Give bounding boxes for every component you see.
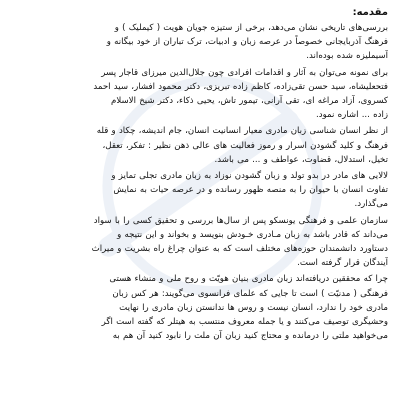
- text-line: فرهنگی ( مدنیّت ) است تا جایی که علمای فرانسوی می‌گویند: هر کس زبان: [112, 288, 388, 299]
- text-line: از نظر انسان شناسی زبان مادری معیار انسانیت انسان، جام اندیشه، چکاد و قله: [96, 126, 388, 137]
- text-line: می‌خواهید ملتی را درمانده و محتاج کنید زبان آن ملت را نابود کنید آن هم به: [112, 331, 388, 342]
- document-body: [14, 6, 388, 343]
- text-line: زاده ... اشاره نمود.: [316, 110, 388, 121]
- paragraph-3: [14, 124, 388, 167]
- text-line: لالایی های مادر در بدو تولد و زبان گشودن نوزاد به زبان مادری تجلی تمایز و: [111, 171, 388, 182]
- section-heading: مقدمه:: [352, 7, 388, 18]
- text-line: برای نمونه می‌توان به آثار و اقدامات افرادی چون جلال‌الدین میرزای قاجار پسر: [101, 67, 388, 78]
- text-line: چرا که محققین دریافته‌اند زبان مادری بنیان هویّت و روح ملی و منشاء هستی: [109, 274, 388, 285]
- paragraph-2: [14, 66, 388, 123]
- text-line: دستاورد دانشمندان حوزه‌های مختلف است که به عنوان چراغ راه بشریت و میراث: [91, 244, 388, 255]
- text-line: می‌داند که قادر باشد به زبان مـادری خـودش بنویسد و بخواند و این نتیجه و: [117, 229, 388, 240]
- text-line: می‌گذارد.: [354, 199, 388, 210]
- text-line: فرهنگ و کلید گشودن اسرار و رموز فعالیت های عالی ذهن نظیر : تفکر، تعقل،: [102, 140, 388, 151]
- text-line: فتحعلیشاه، سید حسن تقی‌زاده، کاظم زاده تبریزی، دکتر محمود افشار، سید احمد: [93, 81, 388, 92]
- text-line: سازمان علمی و فرهنگی یونسکو پس از سال‌ها بررسی و تحقیق کسی را با سواد: [93, 215, 388, 226]
- text-line: فرهنگ آذربایجانی خصوصاً در عرصه زبان و ادبیات، ترک تباران از خود بیگانه و: [106, 37, 388, 48]
- text-line: وحشیگری توصیف می‌کنند و یا جمله معروف منتسب به هیتلر که گفته است اگر: [101, 317, 388, 328]
- paragraph-4: [14, 169, 388, 212]
- paragraph-6: [14, 272, 388, 343]
- text-line: مادری خود را ندارد، انسان نیست و روس ها ندانستن زبان مادری را نهایت: [119, 302, 388, 313]
- text-line: آسیملیزه شده بوده‌اند.: [306, 51, 388, 62]
- text-line: آیندگان قرار گرفته است.: [297, 258, 388, 269]
- text-line: بررسی‌های تاریخی نشان می‌دهد، برخی از ستیزه جویان هویت ( کیملیک ) و: [114, 23, 388, 33]
- text-line: کسروی، آزاد مراغه ای، تقی آرانی، تیمور تاش، یحیی ذکاء، دکتر شیخ الاسلام: [111, 96, 388, 107]
- text-line: تفاوت انسان با حیوان را به منصه ظهور رسانده و در عرصه حیات به نمایش: [113, 185, 388, 196]
- paragraph-1: [14, 21, 388, 64]
- text-line: تخیل، استدلال، قضاوت، عواطف و ... می باشد.: [214, 154, 388, 165]
- paragraph-5: [14, 214, 388, 271]
